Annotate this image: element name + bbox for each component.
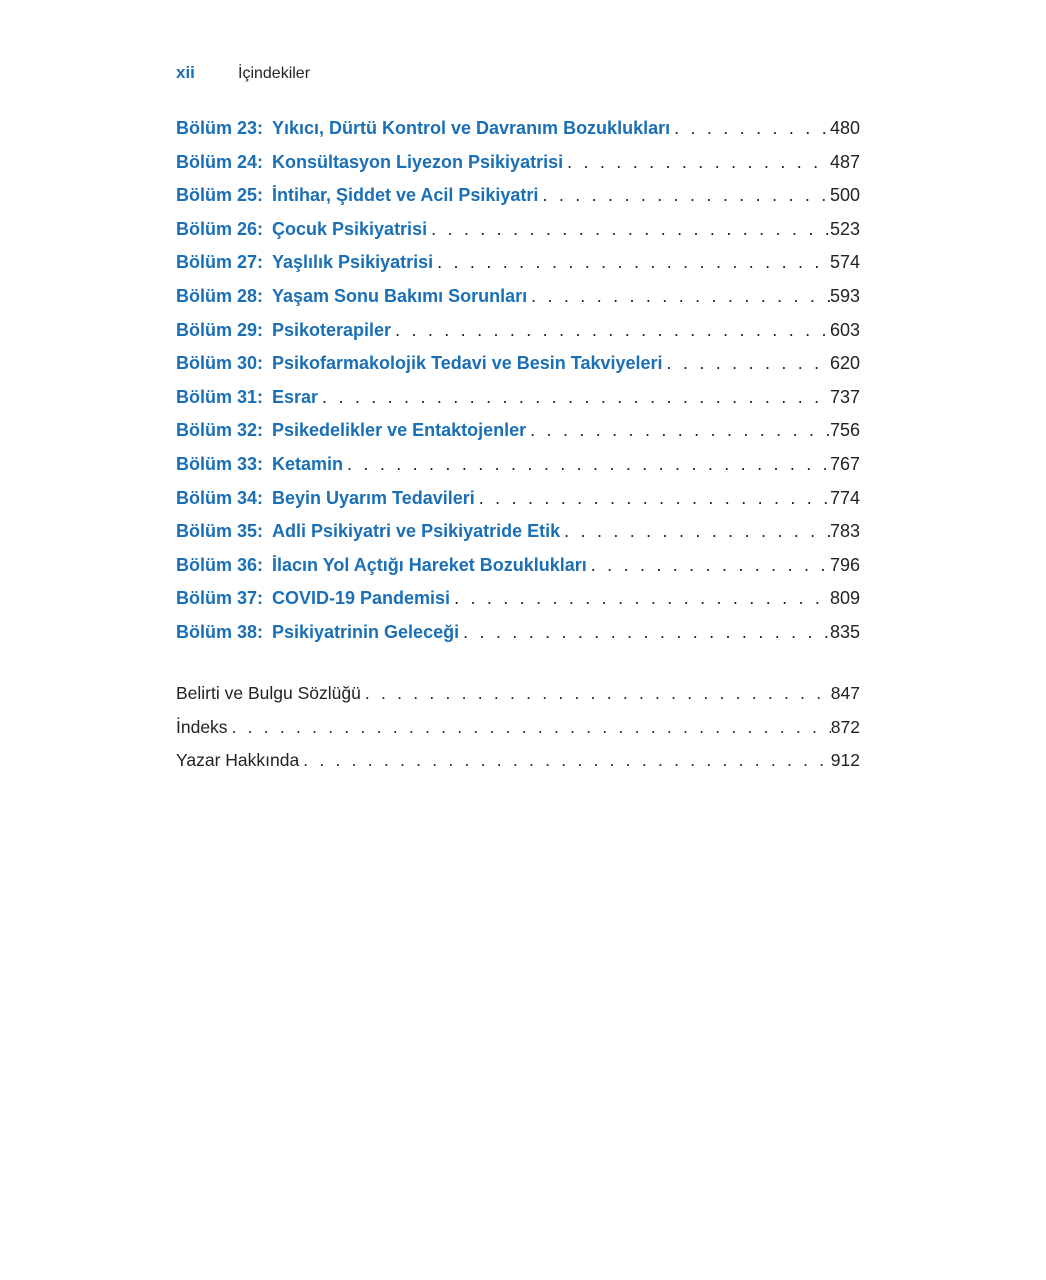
chapter-number: Bölüm 34: [176,487,264,508]
chapter-title: Ketamin [272,453,344,474]
chapter-title: Yaşlılık Psikiyatrisi [272,252,434,273]
page-number: 737 [829,386,860,407]
entry-title: Belirti ve Bulgu Sözlüğü [176,683,361,703]
toc-entry-chapter-30[interactable] [176,350,860,384]
dot-leader [670,115,830,141]
dot-leader [475,485,830,511]
chapter-number: Bölüm 38: [176,621,264,642]
toc-entry-chapter-26[interactable] [176,216,860,250]
dot-leader [527,283,830,309]
toc-entry-chapter-28[interactable] [176,283,860,317]
dot-leader [587,552,830,578]
page-number: 783 [829,521,860,542]
page-number: 774 [829,487,860,508]
chapter-number: Bölüm 35: [176,521,264,542]
page-number: 756 [829,420,860,441]
toc-entry-chapter-36[interactable] [176,552,860,586]
chapter-number: Bölüm 30: [176,353,264,374]
chapter-number: Bölüm 29: [176,319,264,340]
chapter-title: Psikofarmakolojik Tedavi ve Besin Takviyeleri [272,353,663,374]
chapter-title: Psikoterapiler [272,319,392,340]
section-title: İçindekiler [238,65,311,82]
page-number: 796 [829,554,860,575]
dot-leader [563,149,830,175]
dot-leader [391,317,830,343]
page-number: 835 [829,621,860,642]
chapter-list [176,115,860,653]
toc-entry-index[interactable] [176,714,860,748]
dot-leader [538,182,830,208]
chapter-number: Bölüm 33: [176,453,264,474]
chapter-number: Bölüm 37: [176,588,264,609]
dot-leader [663,350,830,376]
entry-title: İndeks [176,716,228,737]
chapter-title: İntihar, Şiddet ve Acil Psikiyatri [272,185,539,206]
toc-entry-chapter-24[interactable] [176,149,860,183]
toc-entry-chapter-27[interactable] [176,249,860,283]
page-number: 767 [829,453,860,474]
chapter-number: Bölüm 25: [176,185,264,206]
chapter-number: Bölüm 36: [176,554,264,575]
chapter-number: Bölüm 31: [176,386,264,407]
dot-leader [427,216,830,242]
chapter-title: Esrar [272,386,319,407]
dot-leader [343,451,830,477]
dot-leader [318,384,830,410]
dot-leader [560,518,830,544]
chapter-number: Bölüm 27: [176,252,264,273]
toc-entry-chapter-34[interactable] [176,485,860,519]
chapter-title: Çocuk Psikiyatrisi [272,218,428,239]
toc-entry-chapter-23[interactable] [176,115,860,149]
page-number: 574 [829,252,860,273]
chapter-title: Konsültasyon Liyezon Psikiyatrisi [272,151,564,172]
page-number: 480 [829,118,860,138]
toc-entry-chapter-35[interactable] [176,518,860,552]
running-head [176,63,310,83]
toc-entry-chapter-33[interactable] [176,451,860,485]
page-number: 523 [829,218,860,239]
dot-leader [450,585,830,611]
entry-title: Yazar Hakkında [176,750,300,771]
chapter-title: Yaşam Sonu Bakımı Sorunları [272,285,528,306]
chapter-title: Adli Psikiyatri ve Psikiyatride Etik [272,521,561,542]
dot-leader [459,619,830,645]
chapter-number: Bölüm 32: [176,420,264,441]
toc-entry-chapter-31[interactable] [176,384,860,418]
chapter-number: Bölüm 26: [176,218,264,239]
page-number: 500 [829,185,860,206]
page-number: 809 [829,588,860,609]
toc-entry-chapter-25[interactable] [176,182,860,216]
dot-leader [433,249,830,275]
page-number: 620 [829,353,860,374]
chapter-title: Beyin Uyarım Tedavileri [272,487,475,508]
page-folio: xii [176,63,195,82]
chapter-title: İlacın Yol Açtığı Hareket Bozuklukları [272,554,587,575]
chapter-number: Bölüm 28: [176,285,264,306]
page-number: 912 [830,750,860,771]
toc-entry-chapter-38[interactable] [176,619,860,653]
dot-leader [361,680,831,706]
dot-leader [526,417,830,443]
toc-entry-chapter-37[interactable] [176,585,860,619]
page-number: 872 [830,716,860,737]
toc-entry-chapter-32[interactable] [176,417,860,451]
page-number: 603 [829,319,860,340]
page-number: 847 [830,683,860,703]
backmatter-list [176,680,860,781]
page-number: 593 [829,285,860,306]
chapter-title: Psikedelikler ve Entaktojenler [272,420,527,441]
dot-leader [299,747,831,773]
chapter-title: Psikiyatrinin Geleceği [272,621,460,642]
page-number: 487 [829,151,860,172]
dot-leader [228,714,831,740]
toc-entry-about-author[interactable] [176,747,860,781]
chapter-number: Bölüm 24: [176,151,264,172]
chapter-number: Bölüm 23: [176,118,264,138]
toc-entry-chapter-29[interactable] [176,317,860,351]
chapter-title: Yıkıcı, Dürtü Kontrol ve Davranım Bozuklukları [272,118,671,138]
chapter-title: COVID-19 Pandemisi [272,588,451,609]
toc-entry-glossary[interactable] [176,680,860,714]
